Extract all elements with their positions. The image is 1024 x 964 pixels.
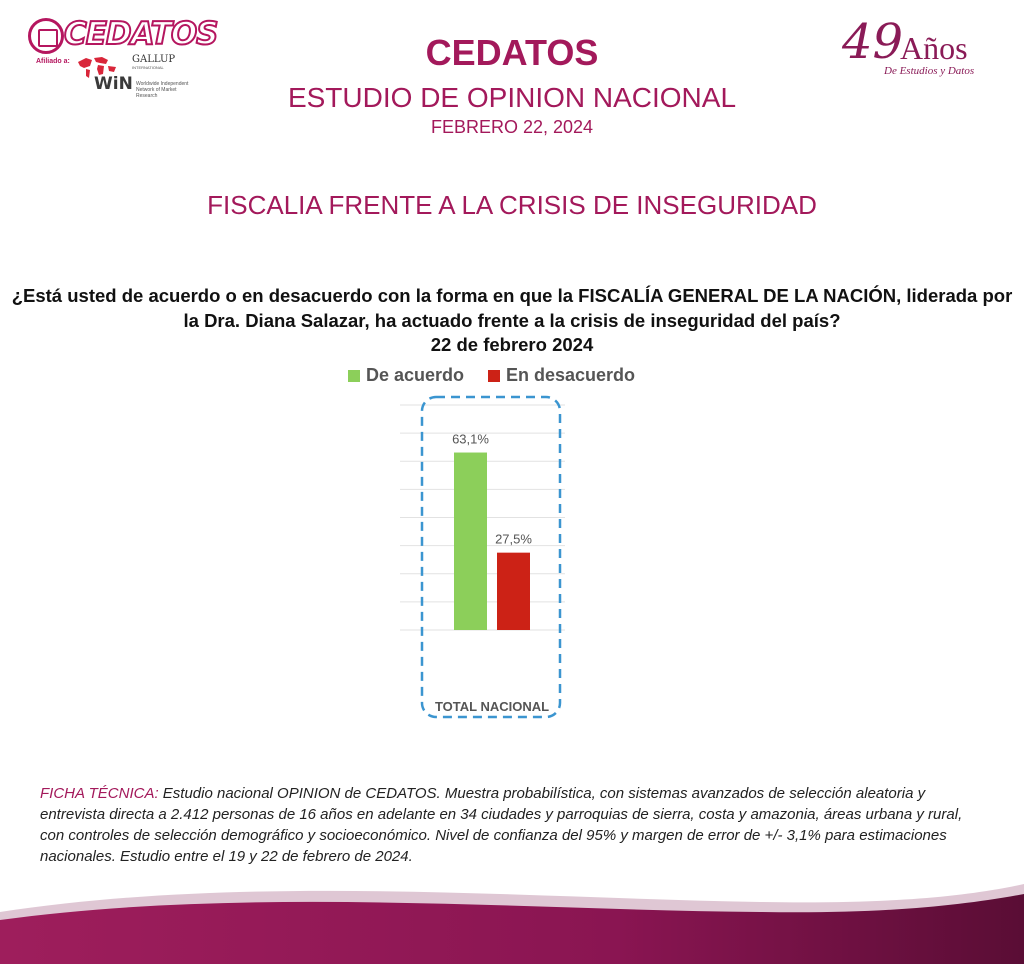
legend-label-en-desacuerdo: En desacuerdo: [506, 365, 636, 385]
data-label-en-desacuerdo: 27,5%: [495, 531, 532, 547]
question-date: 22 de febrero 2024: [430, 334, 594, 355]
bar-de-acuerdo: [454, 453, 487, 630]
category-label-total-nacional: TOTAL NACIONAL: [434, 699, 550, 714]
data-label-de-acuerdo: 63,1%: [452, 431, 489, 447]
technical-note-label: FICHA TÉCNICA:: [40, 785, 159, 802]
legend-swatch-de-acuerdo: [348, 370, 360, 382]
years-number: 49: [842, 14, 904, 70]
survey-question: ¿Está usted de acuerdo o en desacuerdo con la forma en que la FISCALÍA GENERAL DE LA NACIÓN, liderada por la Dra. Diana Salazar, ha actuado frente a la crisis de inseguridad del país?: [11, 285, 1013, 331]
bar-chart: [395, 395, 575, 725]
gallup-sub-text: INTERNATIONAL: [132, 65, 164, 70]
technical-note: [40, 783, 990, 867]
chart-legend: [345, 365, 665, 387]
years-tagline: De Estudios y Datos: [884, 65, 975, 77]
win-sub-text: Worldwide Independent Network of Market Research: [136, 81, 189, 99]
win-logo-text: WiN: [94, 74, 133, 94]
afiliado-label: Afiliado a:: [36, 58, 70, 65]
footer-wave: [0, 880, 1024, 964]
legend-label-de-acuerdo: De acuerdo: [366, 365, 465, 385]
page-title: CEDATOS: [425, 32, 599, 73]
cedatos-logo-text: CEDATOS: [64, 16, 218, 52]
technical-note-text: Estudio nacional OPINION de CEDATOS. Muestra probabilística, con sistemas avanzados de selección aleatoria y entrevista directa a 2.412 personas de 16 años en adelante en 34 ciudades y parroquias de sierra, costa y amazonia, áreas urbana y rural, con controles de selección demográfico y socioeconómico. Nivel de confianza del 95% y margen de error de +/- 3,1% para estimaciones nacionales. Estudio entre el 19 y 22 de febrero de 2024.: [40, 785, 963, 865]
section-title: FISCALIA FRENTE A LA CRISIS DE INSEGURIDAD: [207, 190, 817, 220]
page-subtitle: ESTUDIO DE OPINION NACIONAL: [287, 82, 737, 113]
bar-en-desacuerdo: [497, 553, 530, 630]
study-date: FEBRERO 22, 2024: [430, 117, 594, 137]
legend-swatch-en-desacuerdo: [488, 370, 500, 382]
years-word: Años: [900, 30, 968, 66]
gallup-logo-text: GALLUP: [132, 54, 176, 65]
highlight-box: [422, 397, 560, 717]
